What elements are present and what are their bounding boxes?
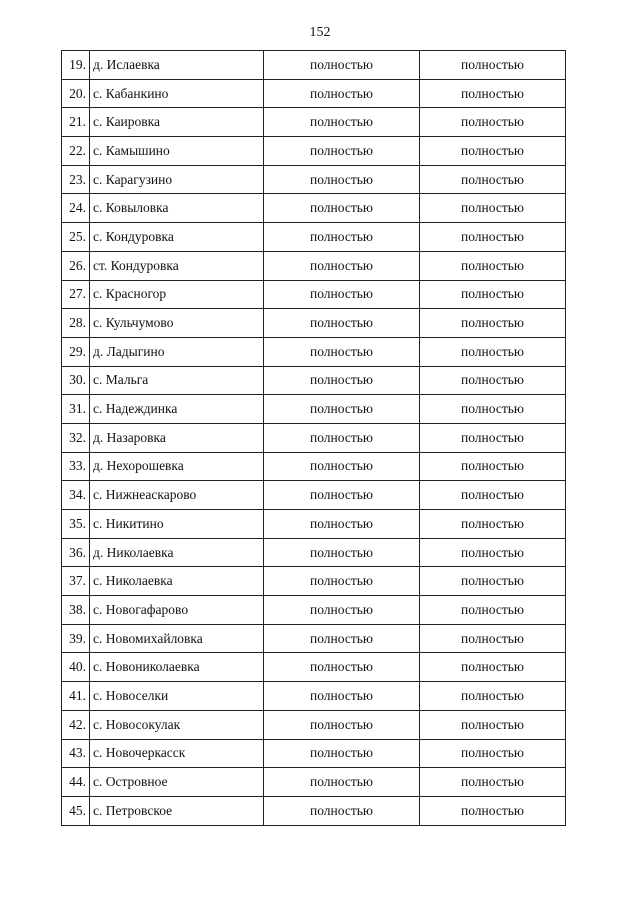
table-row (62, 51, 566, 80)
coverage-value-a: полностью (264, 481, 420, 510)
coverage-value-a: полностью (264, 79, 420, 108)
coverage-value-a: полностью (264, 395, 420, 424)
row-number: 21. (62, 108, 90, 137)
coverage-value-b: полностью (420, 223, 566, 252)
coverage-value-a: полностью (264, 137, 420, 166)
row-number: 39. (62, 624, 90, 653)
coverage-value-a: полностью (264, 739, 420, 768)
table-row (62, 280, 566, 309)
table-row (62, 624, 566, 653)
coverage-value-b: полностью (420, 653, 566, 682)
table-row (62, 194, 566, 223)
coverage-value-b: полностью (420, 194, 566, 223)
coverage-value-b: полностью (420, 624, 566, 653)
settlement-name: д. Назаровка (90, 423, 264, 452)
table-row (62, 538, 566, 567)
row-number: 27. (62, 280, 90, 309)
settlement-name: с. Никитино (90, 510, 264, 539)
table-row (62, 79, 566, 108)
coverage-value-a: полностью (264, 280, 420, 309)
settlement-name: с. Ковыловка (90, 194, 264, 223)
coverage-value-b: полностью (420, 596, 566, 625)
row-number: 23. (62, 165, 90, 194)
table-row (62, 137, 566, 166)
coverage-value-a: полностью (264, 538, 420, 567)
coverage-value-b: полностью (420, 165, 566, 194)
coverage-value-b: полностью (420, 510, 566, 539)
row-number: 34. (62, 481, 90, 510)
table-row (62, 682, 566, 711)
coverage-value-a: полностью (264, 194, 420, 223)
coverage-value-a: полностью (264, 165, 420, 194)
row-number: 33. (62, 452, 90, 481)
row-number: 30. (62, 366, 90, 395)
settlement-name: с. Новомихайловка (90, 624, 264, 653)
settlement-name: с. Кульчумово (90, 309, 264, 338)
table-row (62, 452, 566, 481)
settlement-name: с. Петровское (90, 796, 264, 825)
settlement-name: с. Новониколаевка (90, 653, 264, 682)
settlement-name: д. Ладыгино (90, 337, 264, 366)
table-row (62, 768, 566, 797)
row-number: 35. (62, 510, 90, 539)
settlement-name: с. Надеждинка (90, 395, 264, 424)
coverage-value-b: полностью (420, 538, 566, 567)
table-body (62, 51, 566, 826)
coverage-value-b: полностью (420, 251, 566, 280)
coverage-value-a: полностью (264, 682, 420, 711)
settlement-name: с. Красногор (90, 280, 264, 309)
row-number: 22. (62, 137, 90, 166)
row-number: 40. (62, 653, 90, 682)
settlements-table (61, 50, 566, 826)
settlement-name: с. Кондуровка (90, 223, 264, 252)
row-number: 36. (62, 538, 90, 567)
table-row (62, 366, 566, 395)
settlement-name: с. Нижнеаскарово (90, 481, 264, 510)
coverage-value-a: полностью (264, 223, 420, 252)
coverage-value-a: полностью (264, 309, 420, 338)
settlement-name: с. Каировка (90, 108, 264, 137)
settlement-name: с. Николаевка (90, 567, 264, 596)
coverage-value-b: полностью (420, 51, 566, 80)
settlement-name: ст. Кондуровка (90, 251, 264, 280)
coverage-value-b: полностью (420, 280, 566, 309)
table-row (62, 251, 566, 280)
settlement-name: с. Новоселки (90, 682, 264, 711)
coverage-value-a: полностью (264, 251, 420, 280)
coverage-value-b: полностью (420, 796, 566, 825)
coverage-value-b: полностью (420, 452, 566, 481)
coverage-value-a: полностью (264, 768, 420, 797)
row-number: 25. (62, 223, 90, 252)
coverage-value-b: полностью (420, 337, 566, 366)
table-row (62, 223, 566, 252)
row-number: 38. (62, 596, 90, 625)
coverage-value-b: полностью (420, 710, 566, 739)
table-row (62, 796, 566, 825)
row-number: 32. (62, 423, 90, 452)
coverage-value-b: полностью (420, 309, 566, 338)
coverage-value-b: полностью (420, 481, 566, 510)
page-number: 152 (309, 25, 331, 40)
coverage-value-a: полностью (264, 567, 420, 596)
coverage-value-b: полностью (420, 395, 566, 424)
table-row (62, 309, 566, 338)
row-number: 43. (62, 739, 90, 768)
coverage-value-b: полностью (420, 137, 566, 166)
settlement-name: д. Нехорошевка (90, 452, 264, 481)
coverage-value-b: полностью (420, 108, 566, 137)
settlement-name: с. Камышино (90, 137, 264, 166)
coverage-value-a: полностью (264, 653, 420, 682)
coverage-value-a: полностью (264, 337, 420, 366)
table-row (62, 423, 566, 452)
row-number: 37. (62, 567, 90, 596)
coverage-value-a: полностью (264, 108, 420, 137)
row-number: 44. (62, 768, 90, 797)
table-row (62, 653, 566, 682)
settlement-name: с. Кабанкино (90, 79, 264, 108)
coverage-value-a: полностью (264, 510, 420, 539)
table-row (62, 395, 566, 424)
coverage-value-b: полностью (420, 739, 566, 768)
coverage-value-b: полностью (420, 423, 566, 452)
settlement-name: с. Новочеркасск (90, 739, 264, 768)
coverage-value-a: полностью (264, 796, 420, 825)
coverage-value-b: полностью (420, 768, 566, 797)
settlement-name: с. Островное (90, 768, 264, 797)
table-row (62, 739, 566, 768)
row-number: 31. (62, 395, 90, 424)
coverage-value-b: полностью (420, 79, 566, 108)
coverage-value-a: полностью (264, 596, 420, 625)
row-number: 24. (62, 194, 90, 223)
table-row (62, 481, 566, 510)
table-row (62, 710, 566, 739)
coverage-value-a: полностью (264, 366, 420, 395)
settlement-name: с. Карагузино (90, 165, 264, 194)
settlement-name: с. Новосокулак (90, 710, 264, 739)
row-number: 20. (62, 79, 90, 108)
coverage-value-a: полностью (264, 624, 420, 653)
table-row (62, 337, 566, 366)
table-row (62, 567, 566, 596)
table-row (62, 596, 566, 625)
settlement-name: с. Мальга (90, 366, 264, 395)
row-number: 45. (62, 796, 90, 825)
row-number: 28. (62, 309, 90, 338)
coverage-value-b: полностью (420, 682, 566, 711)
coverage-value-a: полностью (264, 423, 420, 452)
row-number: 42. (62, 710, 90, 739)
coverage-value-b: полностью (420, 366, 566, 395)
table-row (62, 165, 566, 194)
coverage-value-b: полностью (420, 567, 566, 596)
settlement-name: с. Новогафарово (90, 596, 264, 625)
settlement-name: д. Николаевка (90, 538, 264, 567)
settlement-name: д. Ислаевка (90, 51, 264, 80)
row-number: 29. (62, 337, 90, 366)
table-row (62, 108, 566, 137)
coverage-value-a: полностью (264, 710, 420, 739)
table-row (62, 510, 566, 539)
row-number: 19. (62, 51, 90, 80)
row-number: 26. (62, 251, 90, 280)
coverage-value-a: полностью (264, 51, 420, 80)
coverage-value-a: полностью (264, 452, 420, 481)
row-number: 41. (62, 682, 90, 711)
